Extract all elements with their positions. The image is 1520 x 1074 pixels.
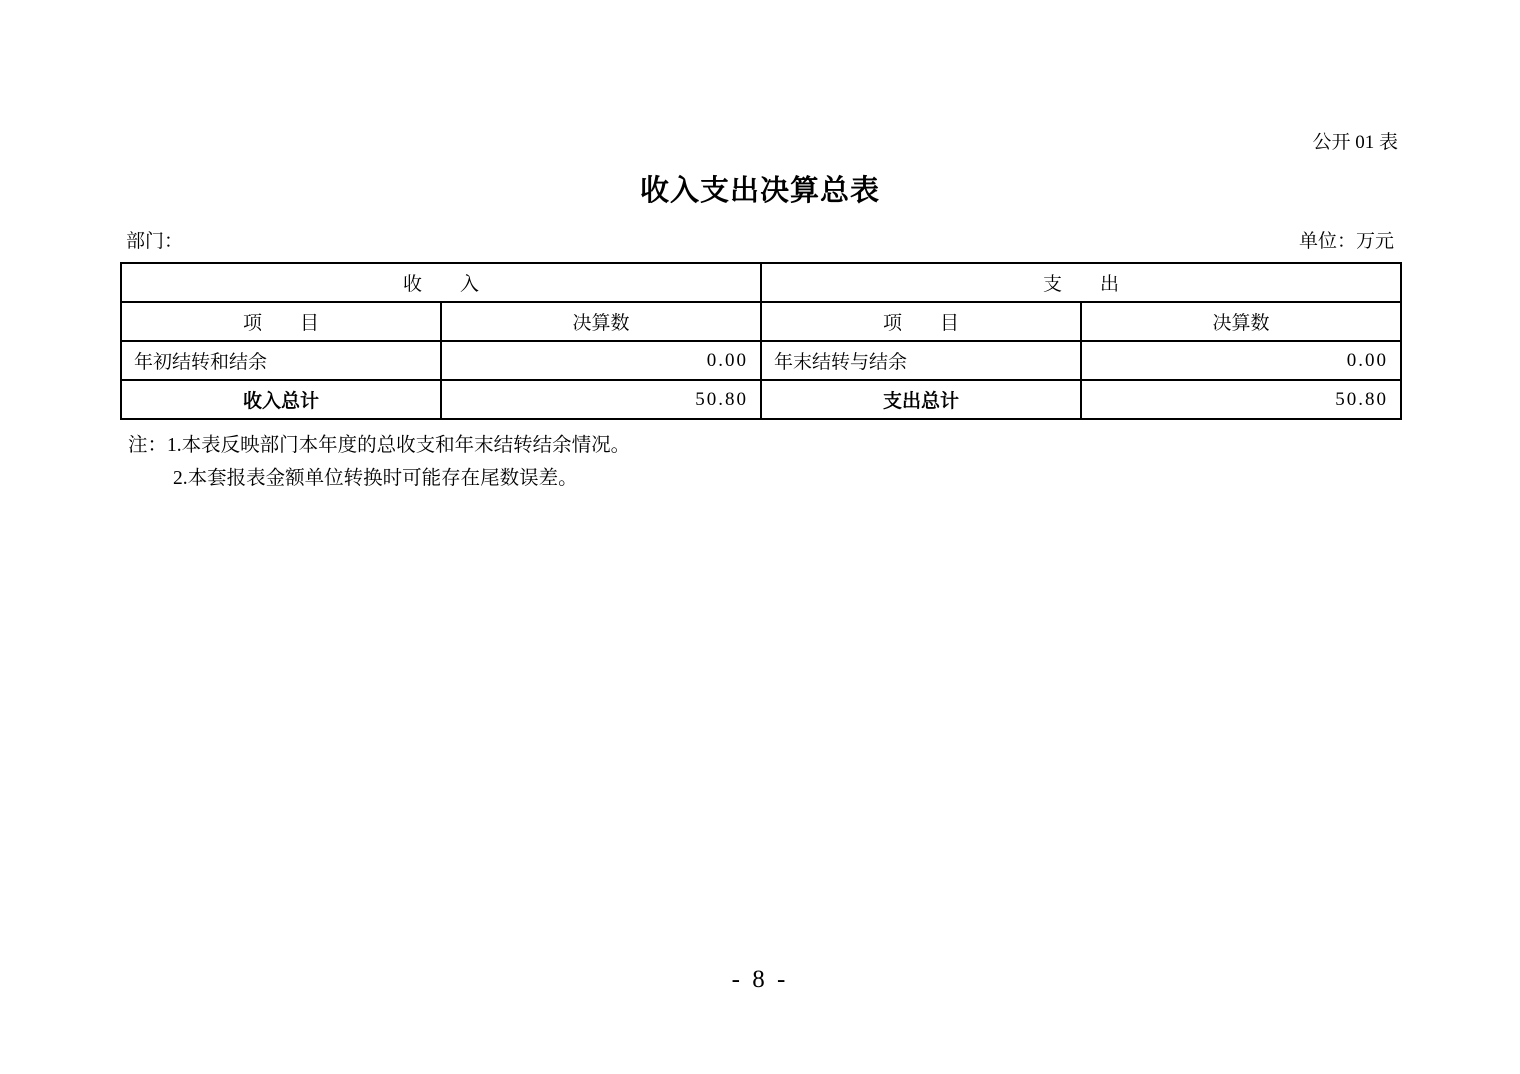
income-amount-column-header: 决算数 [441, 302, 761, 341]
income-item-column-header: 项 目 [121, 302, 441, 341]
meta-row [120, 231, 1400, 253]
expense-item-column-header: 项 目 [761, 302, 1081, 341]
footnote-line-1: 注：1.本表反映部门本年度的总收支和年末结转结余情况。 [128, 435, 631, 456]
footnotes [128, 429, 1400, 495]
unit-label: 单位：万元 [1298, 231, 1394, 252]
table-column-header-row [121, 302, 1401, 341]
expense-amount-column-header: 决算数 [1081, 302, 1401, 341]
department-label: 部门： [126, 231, 184, 252]
page-number: - 8 - [731, 966, 789, 993]
income-amount-cell: 0.00 [441, 341, 761, 380]
expense-total-amount-cell: 50.80 [1081, 380, 1401, 419]
expense-item-cell: 年末结转与结余 [761, 341, 1081, 380]
income-item-cell: 年初结转和结余 [121, 341, 441, 380]
expense-amount-cell: 0.00 [1081, 341, 1401, 380]
income-total-label-cell: 收入总计 [121, 380, 441, 419]
page-content [0, 0, 1520, 495]
footnote-line-2: 2.本套报表金额单位转换时可能存在尾数误差。 [173, 468, 578, 489]
income-total-amount-cell: 50.80 [441, 380, 761, 419]
table-total-row [121, 380, 1401, 419]
table-section-header-row [121, 263, 1401, 302]
income-section-header: 收 入 [121, 263, 761, 302]
budget-summary-table [120, 262, 1402, 420]
doc-code-label: 公开 01 表 [1312, 132, 1398, 153]
page-title: 收入支出决算总表 [639, 175, 880, 207]
expense-section-header: 支 出 [761, 263, 1401, 302]
expense-total-label-cell: 支出总计 [761, 380, 1081, 419]
table-row [121, 341, 1401, 380]
